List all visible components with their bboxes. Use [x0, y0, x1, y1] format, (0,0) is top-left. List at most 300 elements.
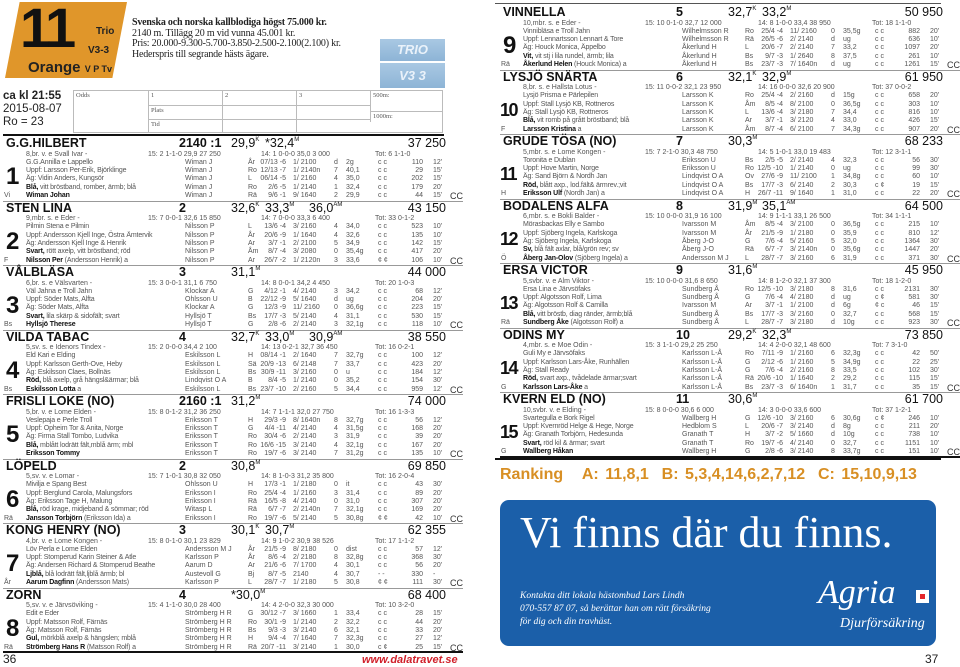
record	[265, 524, 294, 537]
home-track: H	[501, 190, 507, 197]
start-distance: 4/ 2140	[293, 287, 317, 295]
start-number: 14	[500, 357, 518, 378]
horse-name[interactable]: LYSJÖ SNÄRTA	[503, 69, 598, 84]
home-track: Rä	[501, 319, 510, 326]
record-time: 31,9	[728, 198, 753, 213]
driver-extra: (Algotsson Rolf) a	[568, 319, 624, 326]
record	[231, 395, 260, 408]
horse-name[interactable]: VILDA TABAC	[6, 329, 90, 344]
start-odds: 261	[908, 52, 920, 60]
start-number: 2	[6, 227, 20, 255]
horse-name[interactable]: FRISLI LOKE (NO)	[6, 394, 115, 408]
start-km-time: 32,8g	[346, 554, 364, 562]
start-track: Ro	[248, 618, 257, 626]
colors-main: Gul,	[26, 635, 40, 643]
page-number-right: 37	[925, 652, 939, 666]
start-driver: Eskilsson L	[185, 385, 221, 393]
start-distance: 3/ 2140n	[790, 246, 818, 254]
start-shoes: c c	[378, 296, 387, 304]
start-distance: 1/ 2140	[790, 165, 814, 173]
start-distance: 6/ 2140	[790, 181, 814, 189]
start-track: G	[248, 425, 254, 433]
start-track: Sä	[248, 360, 257, 368]
record-type: AM	[333, 330, 343, 337]
start-fee: 20'	[433, 497, 443, 505]
colors: blå fält axlar, blå/grön rev; sv	[532, 246, 619, 254]
shoe-mark: CC	[947, 447, 960, 457]
start-date: 25/4 -4	[264, 489, 286, 497]
start-date: 12/3 -9	[264, 304, 286, 312]
ad-headline: Vi finns där du finns.	[520, 508, 893, 557]
start-date: 13/6 -4	[264, 223, 286, 231]
driver-name: Eriksson Tommy	[26, 450, 80, 457]
start-km-time: ug	[346, 296, 354, 304]
website-link[interactable]: www.dalatravet.se	[362, 654, 458, 666]
start-distance: 3/ 2140	[293, 643, 317, 651]
start-date: 17/7 -3	[761, 310, 783, 318]
start-fee: 20'	[930, 92, 940, 100]
start-distance: 3/ 1660	[293, 610, 317, 618]
stats-2015: 15: 3 0-0-1 31,1 6 750	[148, 279, 217, 287]
start-track: Ro	[248, 167, 257, 175]
start-placing: d	[831, 423, 835, 431]
start-odds: 168	[411, 425, 423, 433]
start-odds: 154	[411, 377, 423, 385]
agria-ad[interactable]	[500, 500, 936, 646]
start-shoes: c c	[378, 618, 387, 626]
start-fee: 15'	[433, 610, 443, 618]
info-line	[523, 28, 590, 36]
start-placing: 0	[831, 221, 835, 229]
info-line	[523, 53, 614, 61]
start-date: 12/5 -10	[757, 165, 783, 173]
start-distance: 2/ 2160	[293, 385, 317, 393]
info-line	[523, 157, 575, 165]
start-date: 8/7 -5	[268, 570, 286, 578]
owner: Äg: Andersson Kjell Inge & Henrik	[26, 239, 127, 247]
race-date: 2015-08-07	[3, 103, 62, 115]
start-fee: 12'	[433, 352, 443, 360]
record	[728, 200, 757, 213]
start-track: Ro	[248, 450, 257, 457]
start-km-time: dist	[346, 545, 357, 553]
start-track: G	[248, 304, 254, 312]
start-fee: 20'	[433, 183, 443, 191]
start-date: 6/7 -7	[268, 506, 286, 514]
post-position: 9	[676, 263, 683, 277]
start-date: 30/9 -11	[260, 368, 286, 376]
start-fee: 20'	[433, 562, 443, 570]
start-shoes: c c	[378, 223, 387, 231]
horse-name[interactable]: KONG HENRY (NO)	[6, 523, 121, 537]
start-km-time: 35,9	[843, 229, 857, 237]
start-odds: 816	[908, 108, 920, 116]
start-km-time: 36,5g	[843, 100, 861, 108]
post-position: 2140 :1	[179, 136, 222, 150]
stats-2014: 14: 8 1-2-0 32,1 37 300	[758, 277, 831, 285]
info-line	[523, 230, 617, 238]
start-date: 8/7 -4	[765, 125, 783, 133]
start-date: 30/1 -9	[264, 618, 286, 626]
start-shoes: c c	[875, 221, 884, 229]
start-track: Ro	[745, 350, 754, 358]
start-date: 06/14 -5	[260, 175, 286, 183]
start-date: 8/5 -4	[765, 100, 783, 108]
owner: Äg: Firma Stall Tombo, Ludvika	[26, 433, 119, 441]
start-shoes: c c	[875, 358, 884, 366]
start-placing: 4	[334, 312, 338, 320]
colors-main: Blå,	[26, 441, 39, 449]
info-line	[26, 627, 101, 635]
start-track: L	[248, 175, 252, 183]
info-line	[523, 238, 611, 246]
horse-name[interactable]: BODALENS ALFA	[503, 198, 609, 213]
start-fee: 10'	[930, 414, 940, 422]
start-distance: 2/ 1640	[293, 352, 317, 360]
start-km-time: 33,0	[843, 117, 857, 125]
info-line	[26, 184, 136, 192]
horse-name[interactable]: VINNELLA	[503, 5, 566, 19]
record-time: 30,6	[728, 392, 753, 406]
start-shoes: c c	[875, 375, 884, 383]
start-odds: 1097	[904, 44, 920, 52]
start-km-time: 30,8	[346, 579, 360, 586]
start-km-time: 33,7	[346, 360, 360, 368]
start-fee: 20'	[930, 423, 940, 431]
horse-desc: 5,sv. s. e Idenors Tindex -	[26, 344, 106, 351]
home-track: Rä	[4, 643, 13, 651]
start-fee: 20'	[433, 433, 443, 441]
start-odds: 169	[411, 506, 423, 514]
start-fee: 12'	[433, 635, 443, 643]
start-date: 19/7 -6	[761, 439, 783, 447]
start-placing: 4	[334, 231, 338, 239]
shoe-mark: CC	[450, 642, 463, 653]
owner: Äg: Eskilsson Claes, Bollnäs	[26, 368, 111, 376]
start-fee: 10'	[930, 100, 940, 108]
v3-label: V3-3	[88, 45, 110, 56]
start-odds: 28	[415, 610, 423, 618]
start-km-time: 32,1g	[346, 441, 364, 449]
driver-name: Wiman Johan	[26, 192, 70, 199]
start-shoes: c c	[875, 319, 884, 326]
total-prize: 73 850	[904, 327, 943, 342]
start-shoes: c c	[378, 450, 387, 457]
start-odds: 179	[411, 183, 423, 191]
info-line	[523, 44, 606, 52]
info-line	[523, 359, 629, 367]
owner: Äg: Sand Björn & Nordh Jan	[523, 173, 608, 181]
start-distance: 7/ 1640	[293, 635, 317, 643]
start-km-time: 30,1	[346, 562, 360, 570]
start-driver: Åkerlund H	[682, 44, 717, 52]
start-driver: Eskilsson L	[185, 360, 221, 368]
trio-label: Trio	[96, 26, 115, 37]
start-distance: 1/ 2160	[790, 350, 814, 358]
start-track: Ov	[745, 173, 754, 181]
driver-name: Hyllsjö Therese	[26, 321, 76, 328]
start-date: 7/6 -4	[765, 294, 783, 302]
record-time: 30,3	[728, 134, 753, 148]
col-3: 3	[296, 91, 370, 133]
start-fee: 20'	[930, 246, 940, 254]
start-date: 7/6 -4	[765, 366, 783, 374]
horse-entry	[500, 200, 960, 265]
start-distance: 2/ 2140	[293, 321, 317, 328]
start-distance: 9/ 1640	[293, 192, 317, 199]
post-position: 6	[676, 69, 683, 84]
start-odds: 56	[415, 416, 423, 424]
post-position: 7	[676, 134, 683, 148]
home-track: Ö	[501, 254, 507, 262]
stats-total: Tot: 18 1-1-0	[872, 19, 912, 27]
horse-name[interactable]: ZORN	[6, 587, 42, 602]
post-position: 3	[179, 523, 186, 537]
start-km-time: 34,0	[346, 223, 360, 231]
info-line	[26, 377, 139, 385]
owner: Äg: Söder Mats, Alfta	[26, 304, 89, 312]
start-driver: Wiman J	[185, 192, 213, 199]
record-time: 29,2	[728, 327, 753, 342]
colors-main: Sv,	[523, 246, 533, 254]
record-time: 29,9	[231, 136, 256, 150]
start-fee: 12'	[433, 158, 443, 166]
record-type: K	[255, 524, 260, 530]
start-distance: 1/ 2100	[293, 158, 317, 166]
horse-name[interactable]: KVERN ELD (NO)	[503, 392, 606, 406]
start-odds: 118	[411, 321, 423, 328]
info-line	[26, 240, 126, 248]
start-distance: 3/ 2140	[293, 441, 317, 449]
start-distance: 2/ 2160	[790, 366, 814, 374]
start-distance: 3/ 2180	[790, 285, 814, 293]
horse-name[interactable]: VÅLBLÄSA	[6, 265, 75, 279]
start-number: 7	[6, 550, 20, 577]
shoe-mark: CC	[450, 191, 463, 201]
start-distance: 4/ 2140	[790, 439, 814, 447]
start-odds: 135	[411, 231, 423, 239]
record-type: M	[752, 393, 758, 399]
colors-main: Röd,	[523, 375, 538, 383]
start-placing: 0	[831, 27, 835, 35]
start-placing: 0	[831, 165, 835, 173]
start-km-time: 32,6	[346, 231, 360, 239]
stats-total: Tot: 37 1-2-1	[872, 406, 912, 414]
horse-name[interactable]: ERSA VICTOR	[503, 263, 588, 277]
stats-total: Tot: 16 2-0-4	[375, 473, 415, 480]
start-odds: 35	[912, 383, 920, 391]
start-shoes: c c	[875, 27, 884, 35]
record-time: 32,1	[728, 69, 753, 84]
record	[265, 137, 299, 150]
horse-name[interactable]: LÖPELD	[6, 458, 57, 473]
stats-2015: 15: 7 0-0-1 32,6 15 850	[148, 215, 221, 222]
start-number: 6	[6, 485, 20, 513]
start-distance: 3/ 2140	[293, 450, 317, 457]
record-type: K	[752, 70, 757, 77]
start-km-time: 34,9g	[843, 358, 861, 366]
start-fee: 10'	[930, 439, 940, 447]
start-fee: 30'	[433, 554, 443, 562]
start-fee: 30'	[433, 481, 443, 489]
start-odds: 307	[411, 497, 423, 505]
start-odds: 223	[411, 304, 423, 312]
start-km-time: 32,2	[346, 618, 360, 626]
start-placing: 8	[334, 554, 338, 562]
start-odds: 44	[415, 192, 423, 199]
start-distance: 1/ 2160	[293, 175, 317, 183]
stats-2015: 15: 3 1-1-0 29,2 25 250	[645, 342, 718, 349]
shoe-mark: CC	[947, 253, 960, 264]
record	[231, 524, 259, 537]
info-line	[26, 490, 132, 498]
start-km-time: 32,0	[843, 237, 857, 245]
start-shoes: c ¢	[875, 181, 885, 189]
horse-desc: 8,br. s. e Hallsta Lotus -	[523, 84, 597, 91]
start-fee: 15'	[433, 192, 443, 199]
start-shoes: c c	[378, 425, 387, 433]
start-km-time: 34,9	[346, 239, 360, 247]
start-shoes: c c	[875, 229, 884, 237]
start-track: Bs	[248, 626, 257, 634]
start-date: 2/8 -6	[268, 321, 286, 328]
start-driver: Sundberg Å	[682, 285, 719, 293]
start-km-time: 31,6	[843, 285, 857, 293]
start-driver: Karlsson L-Å	[682, 383, 723, 391]
info-line	[26, 610, 59, 618]
horse-name[interactable]: ODINS MY	[503, 327, 565, 342]
start-fee: 30'	[930, 366, 940, 374]
start-driver: Hedblom S	[682, 423, 717, 431]
start-placing: 5	[334, 579, 338, 586]
horse-name[interactable]: G.G.HILBERT	[6, 136, 87, 150]
start-placing: 2	[831, 181, 835, 189]
stats-2015: 15: 10 0-0-0 31,9 16 100	[645, 213, 722, 220]
start-km-time: ug	[843, 36, 851, 44]
horse-desc: 9,mbr. s. e Eder -	[26, 215, 80, 222]
owner: Äg: Stall Lysjö KB, Rottneros	[523, 108, 609, 116]
horse-desc: 4,mbr. s. e Moe Odin -	[523, 342, 593, 349]
start-km-time: 31,5g	[346, 425, 364, 433]
info-line	[26, 635, 136, 643]
start-shoes: c c	[875, 117, 884, 125]
row-line	[222, 119, 370, 120]
start-track: Ar	[248, 239, 255, 247]
record	[309, 331, 342, 344]
breeder: Uppf: Larsson Per-Erik, Björklinge	[26, 167, 127, 175]
start-distance: 3/ 2120	[790, 117, 814, 125]
start-driver: Ivarsson M	[682, 302, 717, 310]
col-2: 2	[222, 91, 296, 133]
start-shoes: c c	[875, 439, 884, 447]
start-date: 2/5 -5	[765, 156, 783, 164]
start-km-time: 35,2	[346, 377, 360, 385]
start-track: L	[745, 423, 749, 431]
start-distance: 3/ 2140	[790, 423, 814, 431]
info-line	[523, 117, 629, 125]
start-shoes: c c	[378, 506, 387, 514]
start-odds: 57	[415, 545, 423, 553]
ranking: Ranking A: 11,8,1 B: 5,3,4,14,6,2,7,12 C: 15,10,9,13	[500, 466, 917, 483]
pedigree: Eld Kari e Elding	[26, 352, 76, 360]
start-fee: 10'	[930, 36, 940, 44]
start-shoes: c c	[875, 310, 884, 318]
start-placing: 0	[334, 377, 338, 385]
start-odds: 110	[411, 158, 423, 166]
record	[728, 264, 757, 277]
start-driver: Granath T	[682, 431, 714, 439]
start-fee: 15'	[433, 304, 443, 312]
start-fee: 20'	[433, 618, 443, 626]
colors: vit stj i lila rundel, ärmb; lila	[533, 52, 614, 60]
start-fee: 15'	[433, 167, 443, 175]
start-fee: 10'	[930, 221, 940, 229]
start-placing: 4	[334, 223, 338, 231]
post-position: 8	[676, 198, 683, 213]
horse-desc: 4,br. v. e Lome Kongen -	[26, 537, 103, 545]
horse-name[interactable]: STEN LINA	[6, 200, 72, 215]
start-placing: 7	[334, 352, 338, 360]
start-fee: 15'	[433, 175, 443, 183]
start-date: 3/7 -1	[765, 117, 783, 125]
home-track: G	[501, 383, 507, 391]
start-fee: 30'	[433, 579, 443, 586]
start-track: H	[745, 431, 751, 439]
stats-2014: 14: 7 0-0-0 33,3 6 400	[261, 215, 330, 222]
record-time: 30,8	[231, 458, 256, 473]
start-track: Bs	[745, 156, 754, 164]
shoe-mark: CC	[947, 124, 960, 135]
start-odds: 2131	[904, 285, 920, 293]
total-prize: 68 400	[407, 587, 446, 602]
owner: Äg: Sjöberg Ingela, Karlskoga	[523, 237, 612, 245]
info-line	[523, 319, 623, 327]
start-fee: 15'	[930, 181, 940, 189]
start-driver: Granath T	[682, 439, 714, 447]
start-km-time: 30,7	[346, 570, 360, 578]
start-driver: Witasp L	[185, 506, 213, 514]
start-odds: 22	[912, 190, 920, 197]
start-shoes: c c	[875, 383, 884, 391]
start-date: 20/6 -9	[264, 231, 286, 239]
start-shoes: c c	[875, 92, 884, 100]
start-distance: 3/ 2160	[790, 310, 814, 318]
start-driver: Strömberg H R	[185, 643, 232, 651]
info-line	[26, 223, 89, 231]
start-track: Ro	[248, 441, 257, 449]
info-line	[523, 415, 595, 423]
start-km-time: 32,7g	[346, 352, 364, 360]
record-type: M	[255, 395, 261, 401]
owner: Äg: Stall Ready	[523, 366, 569, 374]
record	[728, 6, 756, 19]
record-time: 35,1	[762, 198, 787, 213]
start-track: År	[248, 158, 255, 166]
info-line	[26, 361, 122, 369]
info-line	[26, 232, 152, 240]
owner: Äg: Eriksson Tage H, Malung	[26, 497, 113, 505]
start-distance: 3/ 2160	[790, 414, 814, 422]
driver-extra: (Nordh Jan) a	[562, 190, 605, 197]
start-date: 30/12 -7	[260, 610, 286, 618]
horse-desc: 5,sv. v. e Lomar -	[26, 473, 80, 480]
start-shoes: c c	[875, 448, 884, 455]
start-track: G	[745, 366, 751, 374]
start-km-time: 31,4	[346, 489, 360, 497]
start-fee: 15'	[433, 239, 443, 247]
horse-name[interactable]: GRUDE TÖSA (NO)	[503, 134, 617, 148]
start-placing: 6	[334, 626, 338, 634]
